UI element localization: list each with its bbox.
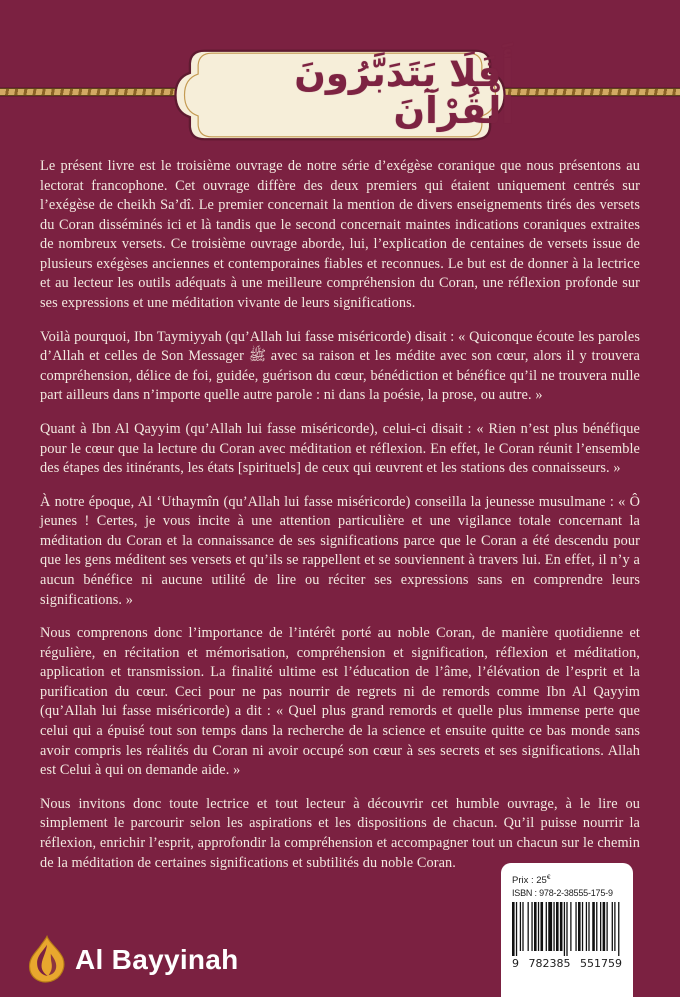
- paragraph-importance: Nous comprenons donc l’importance de l’intérêt porté au noble Coran, de manière quotidienne et régulière, en récitation et mémorisation, compréhension et signification, réflexion et méditation, application et transmission. La finalité ultime est l’éducation de l’âme, l’élévation de l’esprit et la purification du cœur. Ceci pour ne pas nourrir de regrets ni de remords comme Ibn Al Qayyim (qu’Allah lui fasse miséricorde) a dit : « Quel plus grand remords et quelle plus immense perte que celui qui a épuisé tout son temps dans la recherche de la science et ensuite quitte ce bas monde sans avoir compris les réalités du Coran ni avoir occupé son cœur à ses secrets et ses significations. Allah est Celui à qui on demande aide. »: [40, 625, 640, 779]
- barcode: [512, 902, 622, 956]
- ean-digit-group: 782385: [528, 957, 571, 971]
- paragraph-ibn-taymiyyah-quote: Voilà pourquoi, Ibn Taymiyyah (qu’Allah lui fasse miséricorde) disait : « Quiconque écoute les paroles d’Allah et celles de Son Messager ﷺ avec sa raison et les médite avec son cœur, alors il y trouvera compréhension, délice de foi, guidée, guérison du cœur, bénédiction et bénéfice qu’il ne trouvera nulle part ailleurs dans n’importe quelle autre parole : ni dans la poésie, la prose, ou autre. »: [40, 328, 640, 404]
- description-text: [40, 157, 640, 887]
- paragraph-invitation: Nous invitons donc toute lectrice et tout lecteur à découvrir cet humble ouvrage, à le lire ou simplement le parcourir selon les aspirations et les dispositions de chacun. Qu’il puisse nourrir la réflexion, enrichir l’esprit, approfondir la compréhension et accompagner tout un chacun sur le chemin de la méditation de certaines significations et subtilités du noble Coran.: [40, 795, 640, 871]
- ean-digit-group: 9: [512, 957, 519, 971]
- publisher-logo: [28, 934, 239, 986]
- paragraph-intro: Le présent livre est le troisième ouvrage de notre série d’exégèse coranique que nous présentons au lectorat francophone. Cet ouvrage diffère des deux premiers qui étaient uniquement centrés sur l’exégèse de cheikh Sa’dî. Le premier concernait la mention de divers enseignements tirés des versets du Coran disséminés ici et là tandis que le second concernait maintes indications coraniques extraites de nombreux versets. Ce troisième ouvrage aborde, lui, l’explication de centaines de versets issue de plusieurs exégèses anciennes et contemporaines fiables et reconnues. Le but est de donner à la lectrice et au lecteur les outils adéquats à une meilleure compréhension du Coran, une réflexion profonde sur ses expressions et une méditation vivante de leurs significations.: [40, 158, 640, 312]
- barcode-digits: [512, 957, 622, 970]
- barcode-panel: [501, 863, 633, 997]
- paragraph-al-uthaymin-quote: À notre époque, Al ‘Uthaymîn (qu’Allah lui fasse miséricorde) conseilla la jeunesse musulmane : « Ô jeunes ! Certes, je vous incite à une attention particulière et une vigilance totale concernant la méditation du Coran et la connaissance de ses significations parce que le Coran a été descendu pour que les gens méditent ses versets et qu’ils se rappellent et se souviennent à travers lui. En effet, il n’y a aucun bénéfice ni aucune utilité de lire ou réciter ses expressions sans en comprendre leurs significations. »: [40, 493, 640, 608]
- arabic-title-cartouche: [166, 44, 514, 146]
- publisher-name: Al Bayyinah: [75, 944, 239, 975]
- flame-icon: [28, 935, 66, 985]
- paragraph-ibn-al-qayyim-quote: Quant à Ibn Al Qayyim (qu’Allah lui fasse miséricorde), celui-ci disait : « Rien n’est plus bénéfique pour le cœur que la lecture du Coran avec méditation et réflexion. En effet, le Coran réunit l’ensemble des étapes des itinérants, les états [spirituels] de ceux qui œuvrent et les stations des connaisseurs. »: [40, 420, 640, 477]
- arabic-calligraphy-title: أَفَلَا يَتَدَبَّرُونَ الْقُرْآنَ: [294, 52, 514, 132]
- currency-symbol: €: [546, 874, 551, 881]
- isbn-label: ISBN : 978-2-38555-175-9: [512, 888, 613, 899]
- ean-digit-group: 551759: [580, 957, 622, 971]
- price-label: Prix : 25€: [512, 874, 551, 887]
